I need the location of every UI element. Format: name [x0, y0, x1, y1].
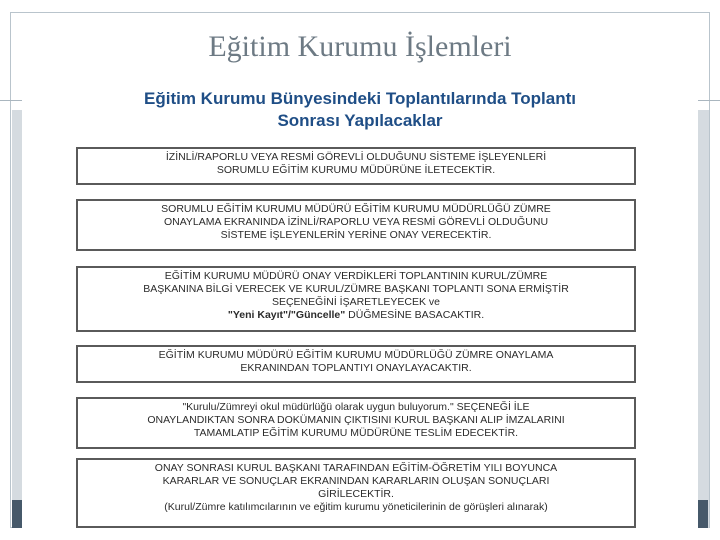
step-box-6 — [76, 458, 636, 528]
step-1-line-2: SORUMLU EĞİTİM KURUMU MÜDÜRÜNE İLETECEKTİR. — [216, 164, 496, 176]
subtitle-line-1: Eğitim Kurumu Bünyesindeki Toplantılarında Toplantı — [144, 89, 576, 108]
step-2-line-1: SORUMLU EĞİTİM KURUMU MÜDÜRÜ EĞİTİM KURUMU MÜDÜRLÜĞÜ ZÜMRE — [161, 203, 551, 215]
page-title: Eğitim Kurumu İşlemleri — [208, 30, 512, 63]
step-6-line-2: KARARLAR VE SONUÇLAR EKRANINDAN KARARLARIN OLUŞAN SONUÇLARI — [162, 475, 550, 487]
step-3-line-4-suffix: DÜĞMESİNE BASACAKTIR. — [345, 309, 485, 321]
step-3-line-3: SEÇENEĞİNİ İŞARETLEYECEK ve — [271, 296, 441, 308]
step-1-line-1: İZİNLİ/RAPORLU VEYA RESMİ GÖREVLİ OLDUĞUNU SİSTEME İŞLEYENLERİ — [165, 151, 547, 163]
step-box-5 — [76, 397, 636, 449]
step-6-note: (Kurul/Zümre katılımcılarının ve eğitim kurumu yöneticilerinin de görüşleri alınarak) — [164, 501, 548, 513]
step-4-line-1: EĞİTİM KURUMU MÜDÜRÜ EĞİTİM KURUMU MÜDÜRLÜĞÜ ZÜMRE ONAYLAMA — [158, 349, 554, 361]
step-3-line-4 — [84, 309, 628, 322]
step-5-line-3: TAMAMLATIP EĞİTİM KURUMU MÜDÜRÜNE TESLİM EDECEKTİR. — [193, 427, 519, 439]
subtitle — [22, 88, 698, 132]
step-3-button-names: "Yeni Kayıt"/"Güncelle" — [227, 309, 346, 321]
step-box-3 — [76, 266, 636, 332]
step-5-line-1: "Kurulu/Zümreyi okul müdürlüğü olarak uygun buluyorum." SEÇENEĞİ İLE — [182, 401, 530, 413]
subtitle-line-2: Sonrası Yapılacaklar — [277, 111, 443, 130]
step-box-4 — [76, 345, 636, 383]
step-6-line-1: ONAY SONRASI KURUL BAŞKANI TARAFINDAN EĞİTİM-ÖĞRETİM YILI BOYUNCA — [154, 462, 558, 474]
step-2-line-3: SİSTEME İŞLEYENLERİN YERİNE ONAY VERECEKTİR. — [220, 229, 492, 241]
step-box-2 — [76, 199, 636, 251]
content-image — [22, 80, 698, 532]
step-4-line-2: EKRANINDAN TOPLANTIYI ONAYLAYACAKTIR. — [240, 362, 472, 374]
step-2-line-2: ONAYLAMA EKRANINDA İZİNLİ/RAPORLU VEYA RESMİ GÖREVLİ OLDUĞUNU — [163, 216, 549, 228]
step-6-line-3: GİRİLECEKTİR. — [318, 488, 394, 500]
step-box-1 — [76, 147, 636, 185]
step-5-line-2: ONAYLANDIKTAN SONRA DOKÜMANIN ÇIKTISINI KURUL BAŞKANI ALIP İMZALARINI — [147, 414, 565, 426]
right-side-band — [697, 110, 709, 528]
step-3-line-2: BAŞKANINA BİLGİ VERECEK VE KURUL/ZÜMRE BAŞKANI TOPLANTI SONA ERMİŞTİR — [143, 283, 569, 295]
step-3-line-1: EĞİTİM KURUMU MÜDÜRÜ ONAY VERDİKLERİ TOPLANTININ KURUL/ZÜMRE — [164, 270, 548, 282]
